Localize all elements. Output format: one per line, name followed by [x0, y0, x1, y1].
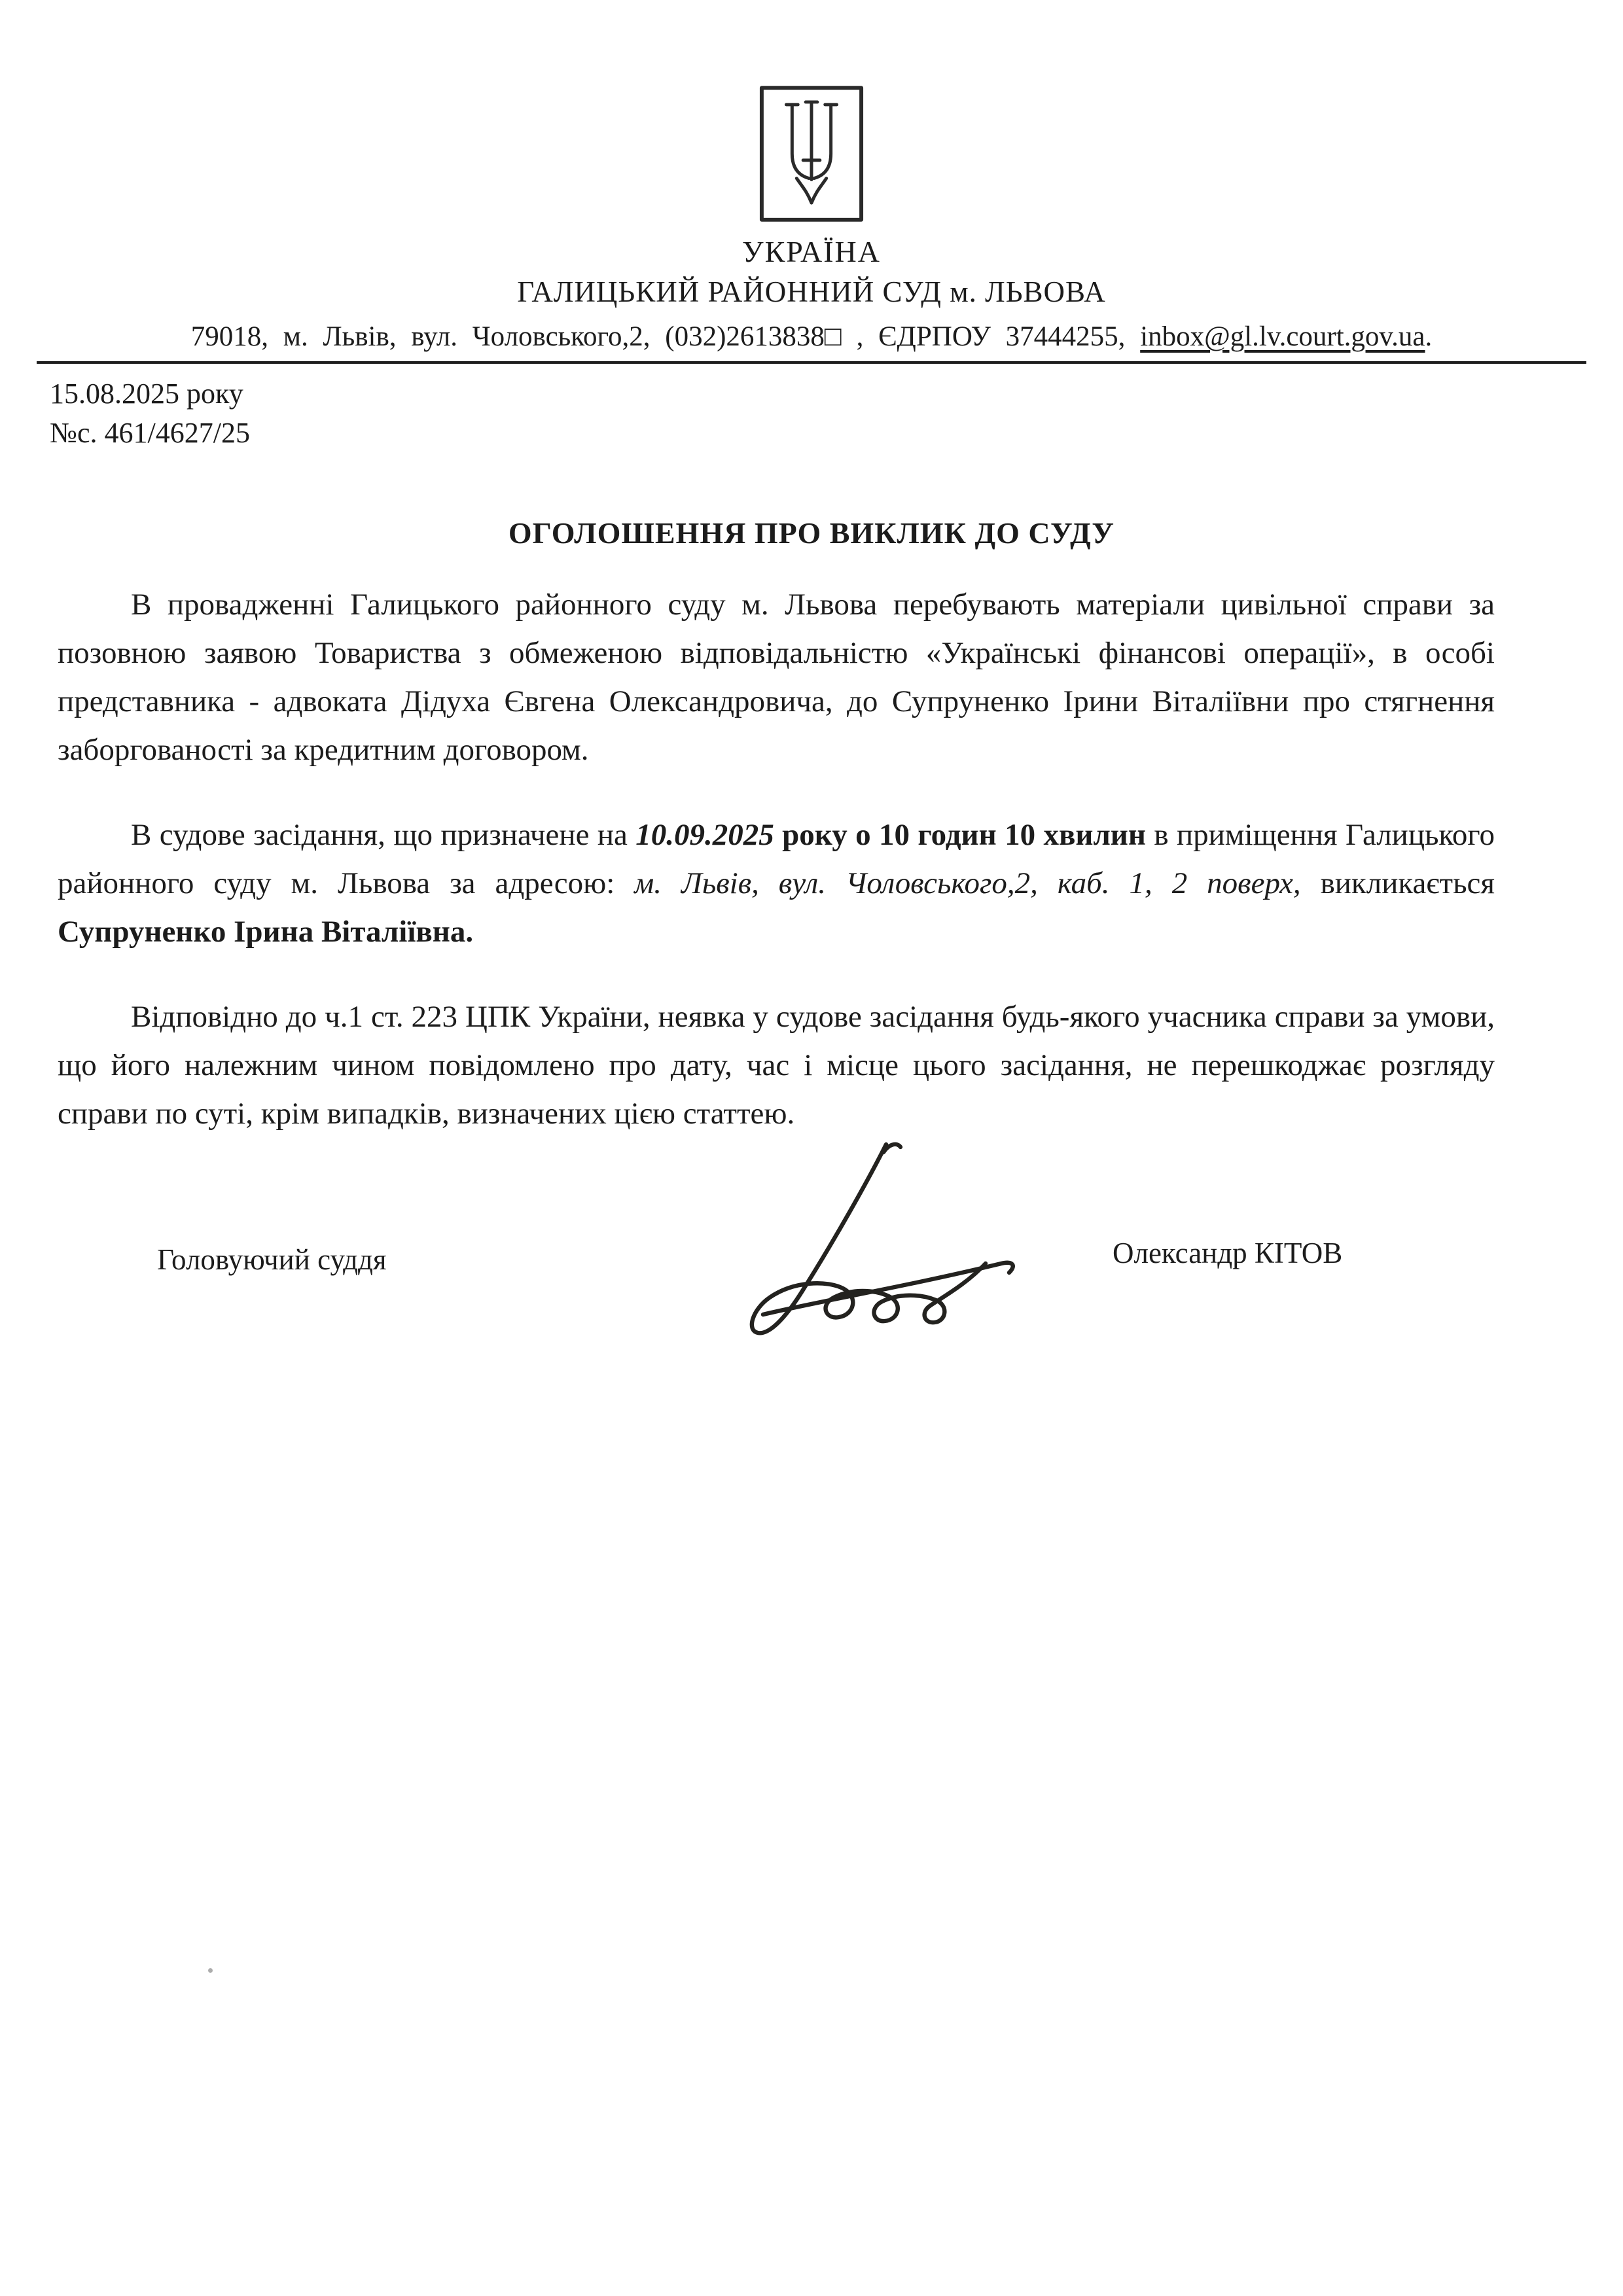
summoned-person-name: Супруненко Ірина Віталіївна. — [58, 915, 474, 949]
country-name: УКРАЇНА — [742, 235, 881, 268]
hearing-address: м. Львів, вул. Чоловського,2, каб. 1, 2 поверх, — [634, 866, 1301, 900]
case-number: №с. 461/4627/25 — [50, 417, 250, 449]
court-name: ГАЛИЦЬКИЙ РАЙОННИЙ СУД м. ЛЬВОВА — [517, 275, 1106, 308]
paragraph-case-description: В провадженні Галицького районного суду м. Львова перебувають матеріали цивільної справи за позовною заявою Товариства з обмеженою відповідальністю «Українські фінансові операції», в особі представника - адвоката Дідуха Євгена Олександровича, до Супруненко Ірини Віталіївни про стягнення заборгованості за кредитним договором. — [58, 588, 1495, 767]
scan-artifact-dot — [208, 1968, 213, 1973]
court-contact-line — [0, 319, 1623, 355]
ukraine-trident-emblem-icon — [757, 82, 866, 225]
contact-line-period: . — [1425, 321, 1433, 352]
court-address-phone: 79018, м. Львів, вул. Чоловського,2, (032)2613838□ , ЄДРПОУ 37444255, — [190, 321, 1141, 352]
judge-name: Олександр КІТОВ — [1113, 1237, 1343, 1269]
letterhead — [0, 0, 1623, 453]
document-body — [0, 580, 1623, 1138]
document-meta — [0, 374, 1623, 453]
document-date: 15.08.2025 року — [50, 378, 243, 410]
court-email: inbox@gl.lv.court.gov.ua — [1140, 321, 1425, 352]
hearing-lead: В судове засідання, що призначене на — [131, 818, 636, 852]
hearing-middle: в приміщення Галицького районного суду м. Львова за адресою: — [58, 818, 1495, 900]
paragraph-legal-notice: Відповідно до ч.1 ст. 223 ЦПК України, неявка у судове засідання будь-якого учасника справи за умови, що його належним чином повідомлено про дату, час і місце цього засідання, не перешкоджає розгляду справи по суті, крім випадків, визначених цією статтею. — [58, 1000, 1495, 1131]
hearing-date: 10.09.2025 — [635, 818, 774, 852]
document-title: ОГОЛОШЕННЯ ПРО ВИКЛИК ДО СУДУ — [508, 516, 1115, 550]
hearing-before-name: викликається — [1300, 866, 1495, 900]
paragraph-hearing-summons — [58, 811, 1495, 956]
letterhead-divider — [37, 361, 1586, 364]
hearing-time: року о 10 годин 10 хвилин — [774, 818, 1146, 852]
judge-role-label: Головуючий суддя — [157, 1243, 387, 1276]
signature-block — [0, 1209, 1623, 1405]
handwritten-signature-icon — [687, 1137, 1027, 1372]
